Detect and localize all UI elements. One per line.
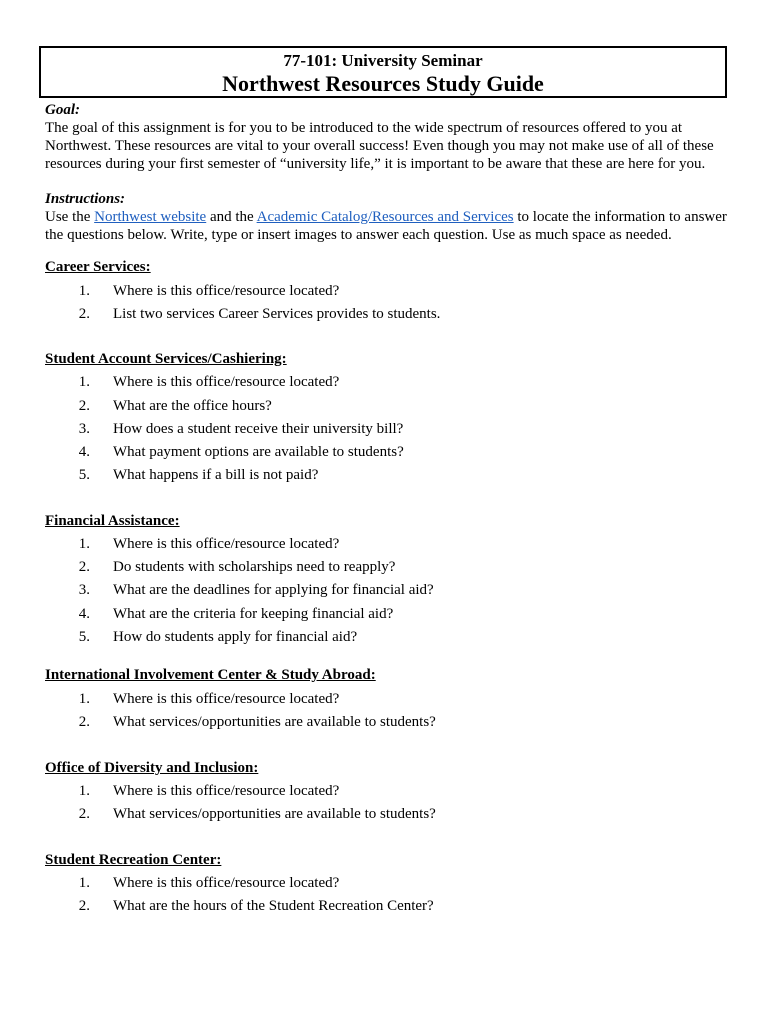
question-item xyxy=(0,397,768,417)
question-number: 1. xyxy=(78,875,90,891)
goal-label: Goal: xyxy=(45,102,80,118)
question-number: 1. xyxy=(78,536,90,552)
instructions-text-2: and the xyxy=(206,209,257,225)
question-number: 2. xyxy=(78,714,90,730)
question-number: 1. xyxy=(78,374,90,390)
question-number: 1. xyxy=(78,283,90,299)
question-number: 5. xyxy=(78,629,90,645)
question-number: 1. xyxy=(78,691,90,707)
question-text: What are the hours of the Student Recreation Center? xyxy=(113,898,434,914)
question-item xyxy=(0,558,768,578)
question-text: Where is this office/resource located? xyxy=(113,374,340,390)
page-title: Northwest Resources Study Guide xyxy=(222,71,544,96)
section-title-student-recreation-center: Student Recreation Center: xyxy=(45,852,222,868)
question-number: 1. xyxy=(78,783,90,799)
question-number: 4. xyxy=(78,606,90,622)
question-number: 2. xyxy=(78,398,90,414)
instructions-section xyxy=(45,190,735,244)
question-text: What are the office hours? xyxy=(113,398,272,414)
question-text: What are the criteria for keeping financial aid? xyxy=(113,606,394,622)
northwest-website-link[interactable]: Northwest website xyxy=(94,209,207,225)
question-text: What services/opportunities are available to students? xyxy=(113,714,436,730)
question-text: What happens if a bill is not paid? xyxy=(113,467,319,483)
question-item xyxy=(0,628,768,648)
title-box xyxy=(39,46,727,98)
question-number: 2. xyxy=(78,806,90,822)
question-text: How does a student receive their university bill? xyxy=(113,421,404,437)
question-text: How do students apply for financial aid? xyxy=(113,629,358,645)
question-item xyxy=(0,420,768,440)
question-text: Where is this office/resource located? xyxy=(113,691,340,707)
academic-catalog-link[interactable]: Academic Catalog/Resources and Services xyxy=(256,209,514,225)
question-number: 3. xyxy=(78,582,90,598)
question-item xyxy=(0,782,768,802)
question-item xyxy=(0,466,768,486)
question-item xyxy=(0,282,768,302)
question-text: What are the deadlines for applying for financial aid? xyxy=(113,582,434,598)
instructions-text xyxy=(45,208,735,244)
question-text: What payment options are available to students? xyxy=(113,444,404,460)
question-item xyxy=(0,690,768,710)
question-item xyxy=(0,305,768,325)
instructions-text-1: Use the xyxy=(45,209,95,225)
section-title-career-services: Career Services: xyxy=(45,259,151,275)
question-item xyxy=(0,535,768,555)
question-item xyxy=(0,605,768,625)
question-number: 3. xyxy=(78,421,90,437)
section-title-financial-assistance: Financial Assistance: xyxy=(45,513,180,529)
question-number: 2. xyxy=(78,559,90,575)
question-item xyxy=(0,581,768,601)
question-number: 2. xyxy=(78,898,90,914)
goal-section xyxy=(45,101,735,173)
question-text: Do students with scholarships need to reapply? xyxy=(113,559,396,575)
question-text: What services/opportunities are available to students? xyxy=(113,806,436,822)
question-item xyxy=(0,373,768,393)
instructions-text-3: to locate the information to answer the questions below. Write, type or insert images to answer each question. Use as much space as needed. xyxy=(45,209,727,243)
question-item xyxy=(0,897,768,917)
question-number: 5. xyxy=(78,467,90,483)
question-text: Where is this office/resource located? xyxy=(113,283,340,299)
goal-text: The goal of this assignment is for you to be introduced to the wide spectrum of resources offered to you at Northwest. These resources are vital to your overall success! Even though you may not make use of all of these resources during your first semester of “university life,” it is important to be aware that these are here for you. xyxy=(45,120,714,172)
question-text: List two services Career Services provides to students. xyxy=(113,306,441,322)
question-number: 4. xyxy=(78,444,90,460)
question-item xyxy=(0,874,768,894)
question-text: Where is this office/resource located? xyxy=(113,536,340,552)
question-number: 2. xyxy=(78,306,90,322)
section-title-diversity-inclusion: Office of Diversity and Inclusion: xyxy=(45,760,259,776)
question-text: Where is this office/resource located? xyxy=(113,875,340,891)
section-title-student-account-services: Student Account Services/Cashiering: xyxy=(45,351,287,367)
question-item xyxy=(0,805,768,825)
question-item xyxy=(0,713,768,733)
instructions-label: Instructions: xyxy=(45,191,126,207)
section-title-international-involvement: International Involvement Center & Study Abroad: xyxy=(45,667,376,683)
course-heading: 77-101: University Seminar xyxy=(283,51,483,70)
question-item xyxy=(0,443,768,463)
question-text: Where is this office/resource located? xyxy=(113,783,340,799)
